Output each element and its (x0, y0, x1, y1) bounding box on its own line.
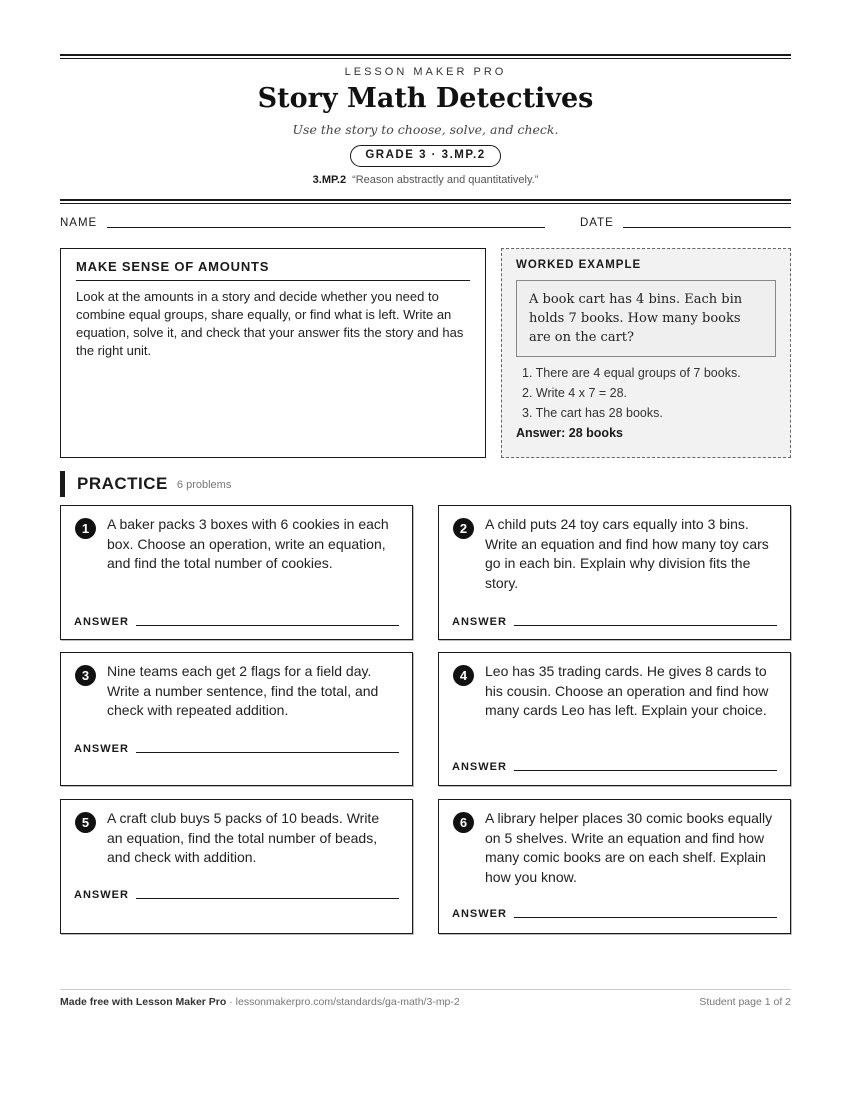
problem-number: 3 (75, 665, 96, 686)
answer-line[interactable] (136, 752, 399, 753)
problem-number: 2 (453, 518, 474, 539)
footer-credit (60, 996, 460, 1008)
make-sense-body: Look at the amounts in a story and decide whether you need to combine equal groups, share equally, or find what is left. Write an equation, solve it, and check that your answer fits the story and has the right unit. (76, 289, 464, 358)
footer-rule (60, 989, 791, 990)
problem-text: Nine teams each get 2 flags for a field day. Write a number sentence, find the total, and check with repeated addition. (107, 663, 379, 718)
problem-card-5 (60, 799, 413, 934)
problem-text: A baker packs 3 boxes with 6 cookies in each box. Choose an operation, write an equation, and find the total number of cookies. (107, 516, 389, 571)
problem-number: 6 (453, 812, 474, 833)
answer-line[interactable] (136, 898, 399, 899)
answer-line[interactable] (514, 625, 777, 626)
standard-text: “Reason abstractly and quantitatively.” (352, 174, 539, 186)
header-top-rule (60, 54, 791, 59)
answer-label: ANSWER (74, 889, 129, 901)
practice-count: 6 problems (176, 479, 232, 491)
problem-number: 5 (75, 812, 96, 833)
problem-number: 4 (453, 665, 474, 686)
footer-page-number: Student page 1 of 2 (699, 996, 791, 1008)
answer-label: ANSWER (74, 743, 129, 755)
footer-made-with: Made free with Lesson Maker Pro (60, 996, 227, 1008)
answer-line[interactable] (136, 625, 399, 626)
answer-label: ANSWER (452, 761, 507, 773)
worked-example-story: A book cart has 4 bins. Each bin holds 7 books. How many books are on the cart? (516, 280, 776, 357)
date-field[interactable] (623, 227, 791, 228)
answer-line[interactable] (514, 917, 777, 918)
problem-text: A child puts 24 toy cars equally into 3 bins. Write an equation and find how many toy cars go in each bin. Explain why division fits the story. (485, 516, 769, 591)
problem-number: 1 (75, 518, 96, 539)
problem-card-1 (60, 505, 413, 640)
page-title: Story Math Detectives (257, 83, 594, 114)
answer-line[interactable] (514, 770, 777, 771)
grade-badge: GRADE 3 · 3.MP.2 (350, 145, 501, 167)
name-field[interactable] (107, 227, 545, 228)
problem-card-2 (438, 505, 791, 640)
worked-example-answer: Answer: 28 books (516, 426, 623, 440)
worked-example-box (501, 248, 791, 458)
problem-text: A library helper places 30 comic books equally on 5 shelves. Write an equation and find how many comic books are on each shelf. Explain how you know. (485, 810, 773, 885)
problem-text: Leo has 35 trading cards. He gives 8 cards to his cousin. Choose an operation and find how many cards Leo has left. Explain your choice. (485, 663, 769, 718)
name-label: NAME (60, 217, 98, 229)
page-subtitle: Use the story to choose, solve, and check. (292, 122, 559, 137)
standard-code: 3.MP.2 (312, 174, 347, 186)
date-label: DATE (580, 217, 614, 229)
header-bottom-rule (60, 199, 791, 204)
problem-card-3 (60, 652, 413, 786)
answer-label: ANSWER (452, 616, 507, 628)
footer-url[interactable]: · lessonmakerpro.com/standards/ga-math/3-mp-2 (226, 996, 460, 1008)
worked-example-title: WORKED EXAMPLE (516, 259, 642, 271)
problem-text: A craft club buys 5 packs of 10 beads. Write an equation, find the total number of beads, and check with addition. (107, 810, 380, 865)
worked-step: 2. Write 4 x 7 = 28. (522, 386, 628, 400)
worksheet-page (60, 0, 791, 1100)
make-sense-box (60, 248, 486, 458)
worked-step: 1. There are 4 equal groups of 7 books. (522, 366, 741, 380)
practice-label: PRACTICE (77, 474, 168, 493)
problem-card-6 (438, 799, 791, 934)
problem-card-4 (438, 652, 791, 786)
brand-name: LESSON MAKER PRO (344, 66, 507, 78)
practice-heading (60, 471, 231, 497)
worked-example-steps (516, 363, 776, 423)
worked-step: 3. The cart has 28 books. (522, 406, 663, 420)
make-sense-title: MAKE SENSE OF AMOUNTS (76, 259, 470, 281)
answer-label: ANSWER (452, 908, 507, 920)
standard-line (60, 174, 791, 186)
answer-label: ANSWER (74, 616, 129, 628)
